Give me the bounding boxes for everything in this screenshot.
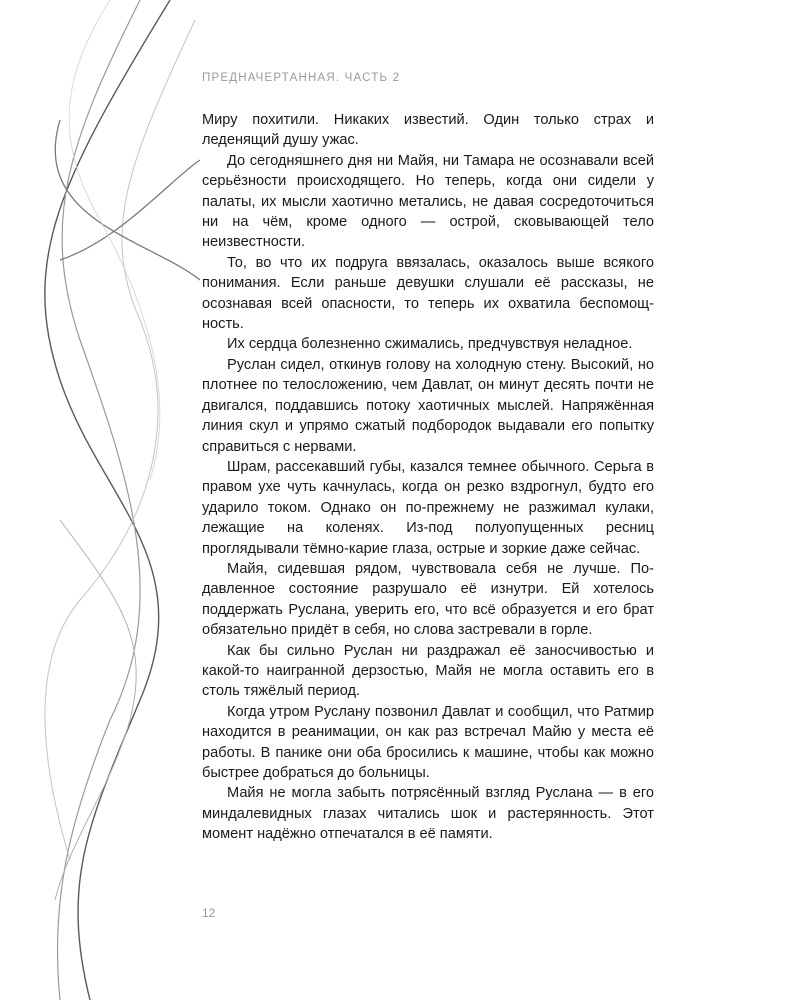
wave-line-2 (57, 0, 140, 1000)
paragraph: Когда утром Руслану позвонил Давлат и сообщил, что Ратмир находится в реанимации, он как раз встречал Майю у места её работы. В панике они оба бросились к машине, чтобы как можно быстрее добраться до больницы. (202, 703, 654, 781)
body-text (202, 110, 654, 845)
running-title: ПРЕДНАЧЕРТАННАЯ. ЧАСТЬ 2 (202, 72, 401, 84)
decorative-wave-ornament (0, 0, 200, 1000)
paragraph: До сегодняшнего дня ни Майя, ни Тамара не осознавали всей серьёзности происходящего. Но теперь, когда они сидели у палаты, их мысли хаотично метались, не давая сосредоточиться ни на чём, кроме одного — острой, сковывающей тело неизвестности. (202, 152, 654, 251)
page-number: 12 (202, 906, 216, 920)
paragraph: То, во что их подруга ввязалась, оказалось выше всякого понимания. Если раньше девушки слушали её рассказы, не осознавая всей опасности, то теперь их охватила беспомощность. (202, 254, 654, 333)
paragraph: Майя, сидевшая рядом, чувствовала себя не лучше. Подавленное состояние разрушало её изнутри. Ей хотелось поддержать Руслана, уверить его, что всё образуется и его брат обязательно придёт в себя, но слова застревали в горле. (202, 560, 654, 639)
wave-line-3 (45, 20, 195, 860)
wave-line-1 (45, 0, 170, 1000)
paragraph: Как бы сильно Руслан ни раздражал её заносчивостью и какой-то наигранной дерзостью, Майя не могла оставить его в столь тяжёлый период. (202, 642, 654, 700)
wave-line-5 (55, 520, 136, 900)
paragraph: Шрам, рассекавший губы, казался темнее обычного. Серьга в правом ухе чуть качнулась, когда он резко вздрогнул, будто его ударило током. Однако он по-прежнему не разжимал кулаки, лежащие на коленях. Из-под полуопущенных ресниц проглядывали тёмно-карие глаза, острые и зоркие даже сейчас. (202, 458, 654, 557)
paragraph: Руслан сидел, откинув голову на холодную стену. Высокий, но плотнее по телосложению, чем Давлат, он минут десять почти не двигался, поддавшись потоку хаотичных мыслей. Напряжённая линия скул и упрямо сжатый подбородок выдавали его попытку справиться с нервами. (202, 356, 654, 455)
wave-line-6 (69, 0, 160, 480)
paragraph: Майя не могла забыть потрясённый взгляд Руслана — в его миндалевидных глазах читались шок и растерянность. Этот момент надёжно отпечатался в её памяти. (202, 785, 654, 843)
paragraph: Миру похитили. Никаких известий. Один только страх и леденящий душу ужас. (202, 112, 654, 149)
paragraph: Их сердца болезненно сжимались, предчувствуя неладное. (227, 336, 633, 353)
wave-line-4 (55, 120, 200, 280)
